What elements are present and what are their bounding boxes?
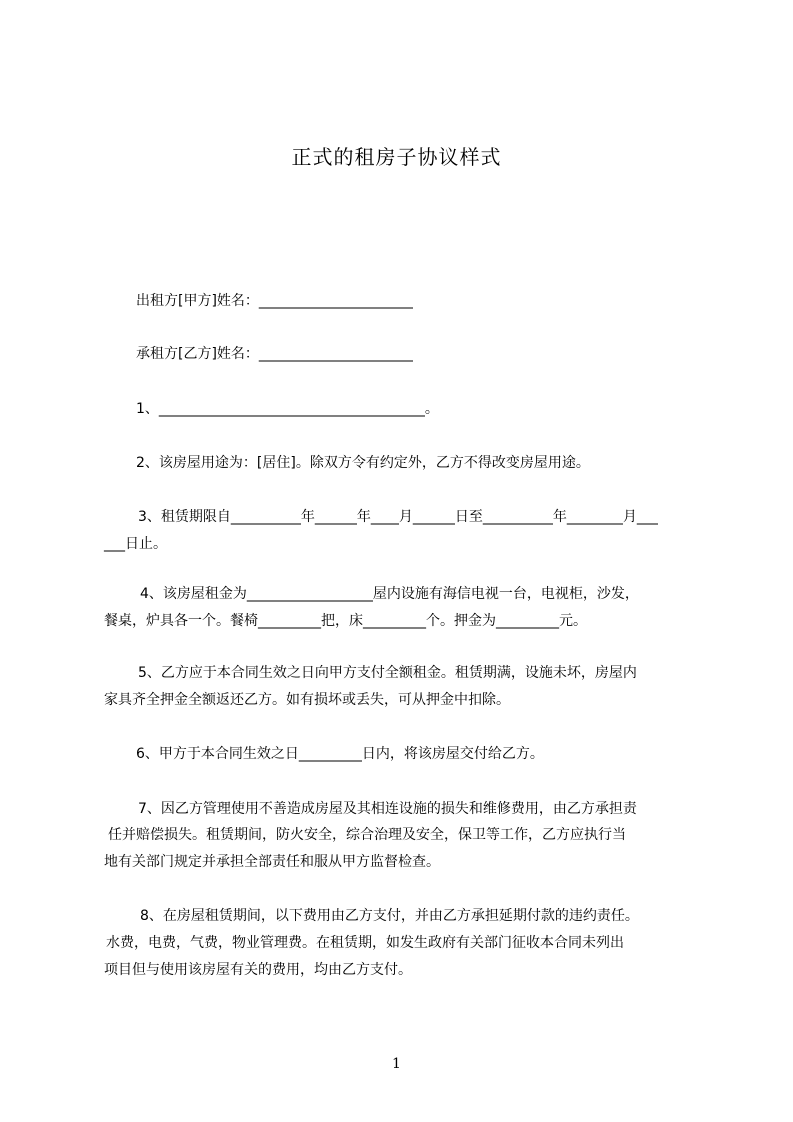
clause-3-line-1: 3、租赁期限自__________年______年____月______日至__________年________月___ <box>138 509 658 525</box>
clause-4-line-2: 餐桌，炉具各一个。餐椅_________把，床_________个。押金为_________元。 <box>104 613 587 629</box>
clause-7-line-1: 7、因乙方管理使用不善造成房屋及其相连设施的损失和维修费用，由乙方承担责 <box>138 801 637 817</box>
clause-5-line-2: 家具齐全押金全额返还乙方。如有损坏或丢失，可从押金中扣除。 <box>104 692 510 708</box>
clause-7-line-3: 地有关部门规定并承担全部责任和服从甲方监督检查。 <box>104 854 440 870</box>
clause-7-line-2: 任并赔偿损失。租赁期间，防火安全，综合治理及安全，保卫等工作，乙方应执行当 <box>108 827 626 843</box>
clause-4-line-1: 4、该房屋租金为__________________屋内设施有海信电视一台，电视柜，沙发， <box>140 586 639 602</box>
clause-2-line-1: 2、该房屋用途为：[居住]。除双方令有约定外，乙方不得改变房屋用途。 <box>136 455 590 471</box>
clause-8-line-3: 项目但与使用该房屋有关的费用，均由乙方支付。 <box>104 962 412 978</box>
lessee-name-field: 承租方[乙方]姓名：______________________ <box>136 346 413 362</box>
page-number: 1 <box>392 1056 401 1072</box>
clause-1-line-1: 1、______________________________________。 <box>136 401 439 417</box>
clause-5-line-1: 5、乙方应于本合同生效之日向甲方支付全额租金。租赁期满，设施未坏，房屋内 <box>138 665 637 681</box>
lessor-name-field: 出租方[甲方]姓名：______________________ <box>136 293 413 309</box>
clause-6-line-1: 6、甲方于本合同生效之日_________日内，将该房屋交付给乙方。 <box>136 746 544 762</box>
clause-3-line-2: ___日止。 <box>104 536 167 552</box>
document-title: 正式的租房子协议样式 <box>291 145 502 169</box>
clause-8-line-1: 8、在房屋租赁期间，以下费用由乙方支付，并由乙方承担延期付款的违约责任。 <box>140 908 639 924</box>
clause-8-line-2: 水费，电费，气费，物业管理费。在租赁期，如发生政府有关部门征收本合同未列出 <box>106 935 624 951</box>
